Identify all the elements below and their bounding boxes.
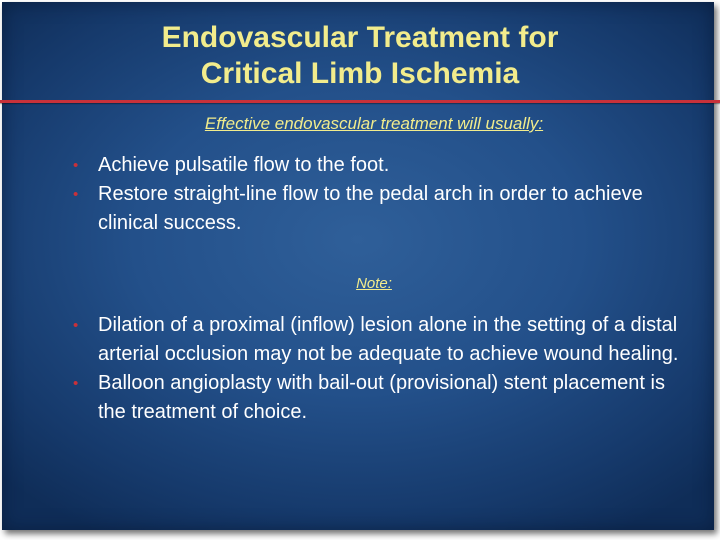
bullet-dot-icon: • — [73, 375, 79, 392]
list-item-text: Restore straight-line flow to the pedal arch in order to achieve clinical success. — [98, 183, 643, 234]
section-1-list — [0, 151, 688, 238]
list-item — [0, 369, 688, 427]
section-1-heading: Effective endovascular treatment will usually: — [204, 114, 544, 133]
bullet-dot-icon: • — [73, 157, 79, 174]
bullet-dot-icon: • — [73, 317, 79, 334]
list-item-text: Achieve pulsatile flow to the foot. — [98, 154, 390, 176]
list-item — [0, 311, 688, 369]
slide-title — [0, 20, 720, 92]
bullet-dot-icon: • — [73, 186, 79, 203]
list-item-text: Dilation of a proximal (inflow) lesion alone in the setting of a distal arterial occlusion may not be adequate to achieve wound healing. — [98, 314, 679, 365]
list-item-text: Balloon angioplasty with bail-out (provisional) stent placement is the treatment of choice. — [98, 372, 665, 423]
section-2-heading: Note: — [356, 275, 392, 292]
title-divider — [0, 100, 720, 103]
title-line-2: Critical Limb Ischemia — [200, 57, 520, 90]
title-line-1: Endovascular Treatment for — [161, 21, 559, 54]
list-item — [0, 180, 688, 238]
list-item — [0, 151, 688, 180]
section-2-list — [0, 311, 688, 427]
